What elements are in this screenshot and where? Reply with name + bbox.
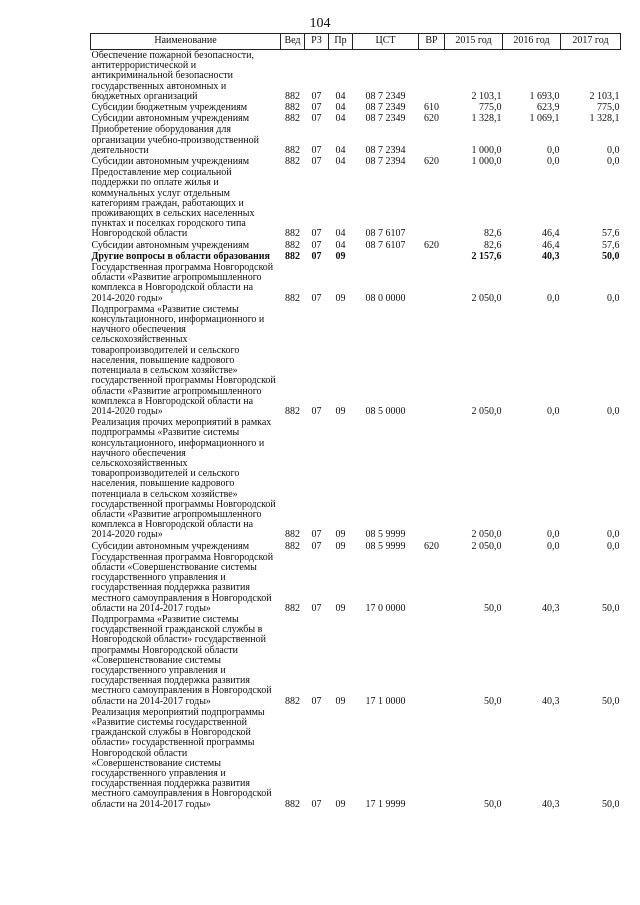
budget-table [90, 33, 621, 810]
row-name: Приобретение оборудования для организации учебно-производственной деятельности [91, 124, 259, 156]
row-name: Субсидии автономным учреждениям [91, 156, 250, 168]
row-vr [419, 614, 445, 707]
table-row [91, 417, 621, 540]
row-name: Обеспечение пожарной безопасности, антитеррористической и антикриминальной безопасности государственных автономных и бюджетных организаций [91, 50, 255, 102]
row-cst: 08 0 0000 [365, 292, 406, 304]
row-value-2016: 1 693,0 [529, 90, 560, 102]
row-ved: 882 [285, 156, 300, 168]
row-ved: 882 [285, 292, 300, 304]
table-row [91, 102, 621, 113]
row-cst: 08 7 2349 [365, 90, 406, 102]
row-value-2016: 40,3 [542, 695, 560, 707]
row-value-2017: 50,0 [602, 695, 620, 707]
row-cst: 08 5 0000 [365, 405, 406, 417]
row-vr [419, 262, 445, 304]
row-value-2017: 1 328,1 [589, 113, 620, 125]
row-name: Субсидии бюджетным учреждениям [91, 102, 248, 114]
row-value-2015: 2 050,0 [471, 405, 502, 417]
row-value-2016: 1 069,1 [529, 113, 560, 125]
row-vr [419, 50, 445, 103]
row-cst: 17 1 0000 [365, 695, 406, 707]
row-value-2015: 2 103,1 [471, 90, 502, 102]
row-name: Реализация прочих мероприятий в рамках подпрограммы «Развитие системы консультационного, информационного и научного обеспечения сельскохозяйственных товаропроизводителей и сельского населения, повышение кадрового потенциала в сельском хозяйстве» государственной программы Новгородской области «Развитие агропромышленного комплекса в Новгородской области на 2014-2020 годы» [91, 417, 276, 541]
table-row [91, 251, 621, 262]
row-rz: 07 [311, 90, 322, 102]
row-value-2017: 775,0 [597, 102, 620, 114]
row-pr: 04 [335, 156, 346, 168]
row-vr [419, 552, 445, 614]
row-cst: 17 0 0000 [365, 602, 406, 614]
row-value-2017: 0,0 [607, 156, 620, 168]
row-value-2015: 1 328,1 [471, 113, 502, 125]
row-ved: 882 [285, 602, 300, 614]
header-name: Наименование [91, 34, 281, 50]
row-name: Реализация мероприятий подпрограммы «Развитие системы государственной гражданской службы в Новгородской области» государственной программы Новгородской области «Совершенствование системы государственного управления и государственная поддержка развития местного самоуправления в Новгородской области на 2014-2017 годы» [91, 706, 272, 810]
row-value-2015: 50,0 [484, 798, 502, 810]
row-ved: 882 [285, 540, 300, 552]
row-rz: 07 [311, 156, 322, 168]
row-value-2015: 82,6 [484, 239, 502, 251]
row-ved: 882 [285, 798, 300, 810]
row-value-2016: 0,0 [547, 156, 560, 168]
row-rz: 07 [311, 540, 322, 552]
row-value-2016: 0,0 [547, 144, 560, 156]
row-cst: 08 7 2394 [365, 156, 406, 168]
row-ved: 882 [285, 239, 300, 251]
table-header-row [91, 34, 621, 50]
row-value-2016: 40,3 [542, 798, 560, 810]
row-vr: 620 [424, 113, 439, 125]
row-value-2016: 40,3 [542, 602, 560, 614]
header-pr: Пр [329, 34, 353, 50]
row-rz: 07 [311, 695, 322, 707]
row-value-2015: 50,0 [484, 695, 502, 707]
row-value-2017: 57,6 [602, 239, 620, 251]
header-2015: 2015 год [445, 34, 503, 50]
row-rz: 07 [311, 239, 322, 251]
row-value-2017: 2 103,1 [589, 90, 620, 102]
row-value-2015: 2 050,0 [471, 529, 502, 541]
row-rz: 07 [311, 113, 322, 125]
row-pr: 09 [335, 250, 346, 262]
row-rz: 07 [311, 798, 322, 810]
table-row [91, 541, 621, 552]
header-rz: РЗ [305, 34, 329, 50]
row-pr: 09 [335, 540, 346, 552]
row-value-2015: 2 050,0 [471, 292, 502, 304]
table-row [91, 552, 621, 614]
row-rz: 07 [311, 102, 322, 114]
row-value-2017: 57,6 [602, 228, 620, 240]
page-number: 104 [309, 16, 331, 31]
table-row [91, 707, 621, 810]
row-name: Субсидии автономным учреждениям [91, 239, 250, 251]
header-vr: ВР [419, 34, 445, 50]
row-value-2017: 0,0 [607, 144, 620, 156]
header-cst: ЦСТ [353, 34, 419, 50]
row-vr [419, 124, 445, 156]
row-cst: 08 5 9999 [365, 540, 406, 552]
row-pr: 04 [335, 113, 346, 125]
row-ved: 882 [285, 695, 300, 707]
row-value-2016: 0,0 [547, 529, 560, 541]
row-pr: 04 [335, 90, 346, 102]
row-rz: 07 [311, 292, 322, 304]
row-value-2017: 0,0 [607, 540, 620, 552]
table-body [91, 50, 621, 810]
row-ved: 882 [285, 529, 300, 541]
row-value-2016: 0,0 [547, 405, 560, 417]
row-ved: 882 [285, 113, 300, 125]
table-row [91, 113, 621, 124]
table-row [91, 240, 621, 251]
row-vr [419, 707, 445, 810]
header-2017: 2017 год [561, 34, 621, 50]
row-vr: 620 [424, 239, 439, 251]
row-name: Государственная программа Новгородской области «Совершенствование системы государственного управления и государственная поддержка развития местного самоуправления в Новгородской области на 2014-2017 годы» [91, 551, 274, 614]
row-rz: 07 [311, 405, 322, 417]
row-ved: 882 [285, 250, 300, 262]
row-value-2015: 1 000,0 [471, 144, 502, 156]
table-row [91, 124, 621, 156]
table-row [91, 262, 621, 304]
row-pr: 09 [335, 405, 346, 417]
row-value-2017: 0,0 [607, 529, 620, 541]
row-pr: 04 [335, 228, 346, 240]
header-ved: Вед [281, 34, 305, 50]
row-cst: 08 7 2349 [365, 113, 406, 125]
row-pr: 04 [335, 239, 346, 251]
row-vr [419, 304, 445, 417]
row-pr: 09 [335, 798, 346, 810]
table-row [91, 50, 621, 103]
row-vr [419, 167, 445, 239]
table-row [91, 167, 621, 239]
row-cst [353, 251, 419, 262]
row-value-2015: 775,0 [479, 102, 502, 114]
row-cst: 08 7 6107 [365, 228, 406, 240]
row-value-2015: 50,0 [484, 602, 502, 614]
row-pr: 09 [335, 529, 346, 541]
row-vr: 620 [424, 540, 439, 552]
row-rz: 07 [311, 602, 322, 614]
row-cst: 08 7 6107 [365, 239, 406, 251]
row-value-2016: 0,0 [547, 540, 560, 552]
row-cst: 08 7 2394 [365, 144, 406, 156]
row-vr: 620 [424, 156, 439, 168]
row-value-2016: 0,0 [547, 292, 560, 304]
row-vr: 610 [424, 102, 439, 114]
row-name: Подпрограмма «Развитие системы государственной гражданской службы в Новгородской области» государственной программы Новгородской области «Совершенствование системы государственного управления и государственная поддержка развития местного самоуправления в Новгородской области на 2014-2017 годы» [91, 613, 272, 707]
row-value-2016: 623,9 [537, 102, 560, 114]
row-cst: 08 7 2349 [365, 102, 406, 114]
row-pr: 09 [335, 602, 346, 614]
row-value-2016: 46,4 [542, 239, 560, 251]
row-rz: 07 [311, 144, 322, 156]
row-pr: 04 [335, 102, 346, 114]
row-cst: 17 1 9999 [365, 798, 406, 810]
row-vr [419, 417, 445, 540]
row-value-2016: 46,4 [542, 228, 560, 240]
row-ved: 882 [285, 405, 300, 417]
row-value-2017: 50,0 [602, 602, 620, 614]
row-ved: 882 [285, 90, 300, 102]
row-value-2017: 50,0 [602, 250, 620, 262]
table-row [91, 614, 621, 707]
row-value-2017: 0,0 [607, 292, 620, 304]
row-name: Субсидии автономным учреждениям [91, 113, 250, 125]
header-2016: 2016 год [503, 34, 561, 50]
row-name: Подпрограмма «Развитие системы консультационного, информационного и научного обеспечения сельскохозяйственных товаропроизводителей и сельского населения, повышение кадрового потенциала в сельском хозяйстве» государственной программы Новгородской области «Развитие агропромышленного комплекса в Новгородской области на 2014-2020 годы» [91, 303, 276, 417]
row-ved: 882 [285, 144, 300, 156]
row-rz: 07 [311, 529, 322, 541]
row-name: Предоставление мер социальной поддержки по оплате жилья и коммунальных услуг отдельным категориям граждан, работающих и проживающих в сельских населенных пунктах и поселках городского типа Новгородской области [91, 167, 255, 240]
row-cst: 08 5 9999 [365, 529, 406, 541]
row-pr: 09 [335, 695, 346, 707]
row-name: Субсидии автономным учреждениям [91, 540, 250, 552]
table-row [91, 156, 621, 167]
row-name: Другие вопросы в области образования [91, 250, 270, 262]
row-value-2016: 40,3 [542, 250, 560, 262]
table-row [91, 304, 621, 417]
row-rz: 07 [311, 228, 322, 240]
row-rz: 07 [311, 250, 322, 262]
row-ved: 882 [285, 102, 300, 114]
row-name: Государственная программа Новгородской области «Развитие агропромышленного комплекса в Новгородской области на 2014-2020 годы» [91, 262, 274, 304]
row-pr: 09 [335, 292, 346, 304]
row-value-2015: 2 050,0 [471, 540, 502, 552]
row-vr [419, 251, 445, 262]
row-value-2017: 0,0 [607, 405, 620, 417]
row-value-2015: 2 157,6 [471, 250, 502, 262]
row-ved: 882 [285, 228, 300, 240]
row-value-2017: 50,0 [602, 798, 620, 810]
row-value-2015: 1 000,0 [471, 156, 502, 168]
row-value-2015: 82,6 [484, 228, 502, 240]
row-pr: 04 [335, 144, 346, 156]
